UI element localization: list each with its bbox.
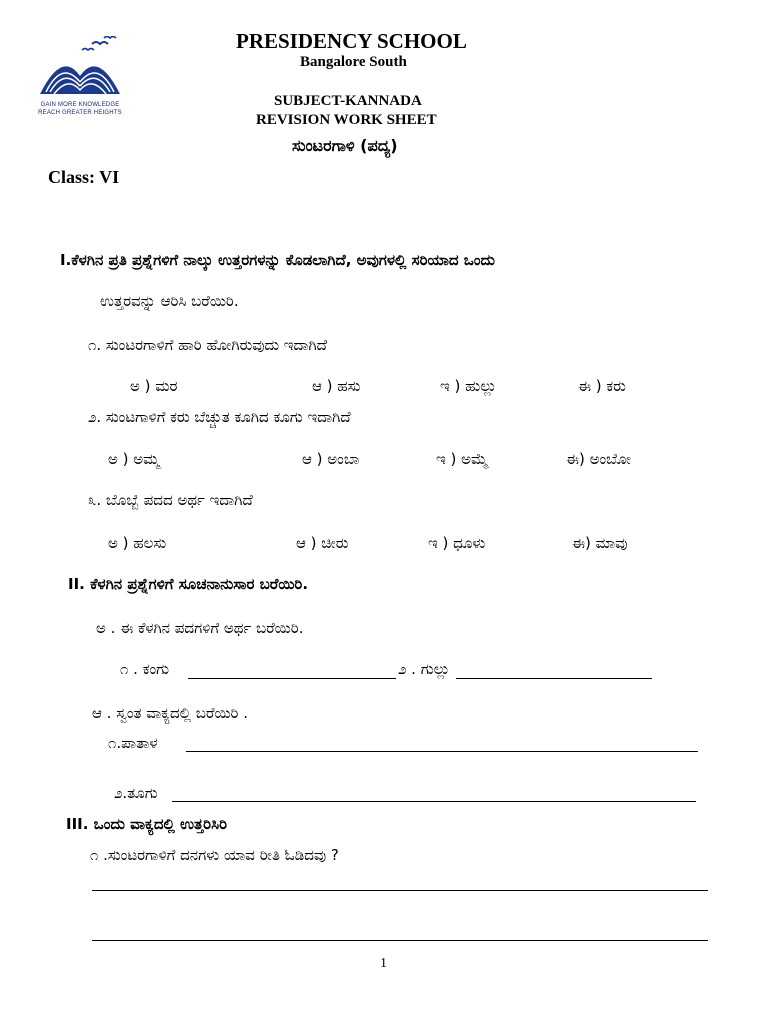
school-logo: [32, 36, 128, 120]
logo-tagline-1: GAIN MORE KNOWLEDGE: [40, 102, 120, 108]
question-3-option-b: ಆ ) ಚೀರು: [296, 534, 349, 552]
meaning-item-2-label: ೨ . ಗುಲ್ಲು: [398, 660, 450, 678]
section2-part-a-title: ಅ . ಈ ಕೆಳಗಿನ ಪದಗಳಿಗೆ ಅರ್ಥ ಬರೆಯಿರಿ.: [96, 619, 304, 637]
question-2-option-d: ಈ) ಅಂಬೋ: [566, 450, 631, 468]
sentence-item-1-label: ೧.ಪಾತಾಳ: [108, 734, 158, 752]
page-number: 1: [380, 956, 387, 971]
question-3-text: ೩. ಬೊಬ್ಬೆ ಪದದ ಅರ್ಥ ಇದಾಗಿದೆ: [88, 491, 253, 509]
school-location: Bangalore South: [300, 54, 407, 70]
lesson-title: ಸುಂಟರಗಾಳಿ (ಪದ್ಯ): [292, 136, 398, 155]
section3-answer-line-2[interactable]: [92, 940, 708, 941]
meaning-item-2-answer-line[interactable]: [456, 678, 652, 679]
book-birds-logo-icon: [32, 36, 128, 100]
sentence-item-2-answer-line[interactable]: [172, 801, 696, 802]
question-3-option-d: ಈ) ಮಾವು: [572, 534, 628, 552]
question-2-option-c: ಇ ) ಅಮ್ಮೆ: [436, 450, 488, 468]
school-name: PRESIDENCY SCHOOL: [236, 29, 467, 53]
class-label: Class: VI: [48, 167, 120, 187]
question-2-option-b: ಆ ) ಅಂಬಾ: [302, 450, 360, 468]
section3-question-1: ೧ .ಸುಂಟರಗಾಳಿಗೆ ದನಗಳು ಯಾವ ರೀತಿ ಓಡಿದವು ?: [90, 846, 339, 864]
section1-instruction-line1: I.ಕೆಳಗಿನ ಪ್ರತಿ ಪ್ರಶ್ನೆಗಳಿಗೆ ನಾಲ್ಕು ಉತ್ತರಗಳನ್ನು ಕೊಡಲಾಗಿದೆ, ಅವುಗಳಲ್ಲಿ ಸರಿಯಾದ ಒಂದು: [60, 251, 495, 269]
question-2-option-a: ಅ ) ಅಮ್ಮ: [108, 450, 160, 468]
section2-part-b-title: ಆ . ಸ್ವಂತ ವಾಕ್ಯದಲ್ಲಿ ಬರೆಯಿರಿ .: [92, 704, 249, 722]
question-1-option-b: ಆ ) ಹಸು: [312, 377, 361, 395]
section3-answer-line-1[interactable]: [92, 890, 708, 891]
logo-tagline-2: REACH GREATER HEIGHTS: [38, 110, 122, 116]
question-1-text: ೧. ಸುಂಟರಗಾಳಿಗೆ ಹಾರಿ ಹೋಗಿರುವುದು ಇದಾಗಿದೆ: [88, 336, 327, 354]
question-1-option-a: ಅ ) ಮರ: [130, 377, 178, 395]
worksheet-heading: REVISION WORK SHEET: [256, 112, 437, 128]
subject-heading: SUBJECT-KANNADA: [274, 93, 422, 109]
question-1-option-d: ಈ ) ಕರು: [578, 377, 626, 395]
question-1-option-c: ಇ ) ಹುಲ್ಲು: [440, 377, 497, 395]
section3-title: III. ಒಂದು ವಾಕ್ಯದಲ್ಲಿ ಉತ್ತರಿಸಿರಿ: [66, 815, 227, 833]
question-3-option-a: ಅ ) ಹಲಸು: [108, 534, 167, 552]
question-3-option-c: ಇ ) ಧೂಳು: [428, 534, 486, 552]
meaning-item-1-answer-line[interactable]: [188, 678, 396, 679]
sentence-item-1-answer-line[interactable]: [186, 751, 698, 752]
section1-instruction-line2: ಉತ್ತರವನ್ನು ಆರಿಸಿ ಬರೆಯಿರಿ.: [100, 292, 239, 310]
question-2-text: ೨. ಸುಂಟಗಾಳಿಗೆ ಕರು ಬೆಚ್ಚುತ ಕೂಗಿದ ಕೂಗು ಇದಾಗಿದೆ: [88, 408, 351, 426]
sentence-item-2-label: ೨.ತೂಗು: [114, 784, 158, 802]
meaning-item-1-label: ೧ . ಕಂಗು: [120, 660, 169, 678]
section2-title: II. ಕೆಳಗಿನ ಪ್ರಶ್ನೆಗಳಿಗೆ ಸೂಚನಾನುಸಾರ ಬರೆಯಿರಿ.: [68, 575, 309, 593]
